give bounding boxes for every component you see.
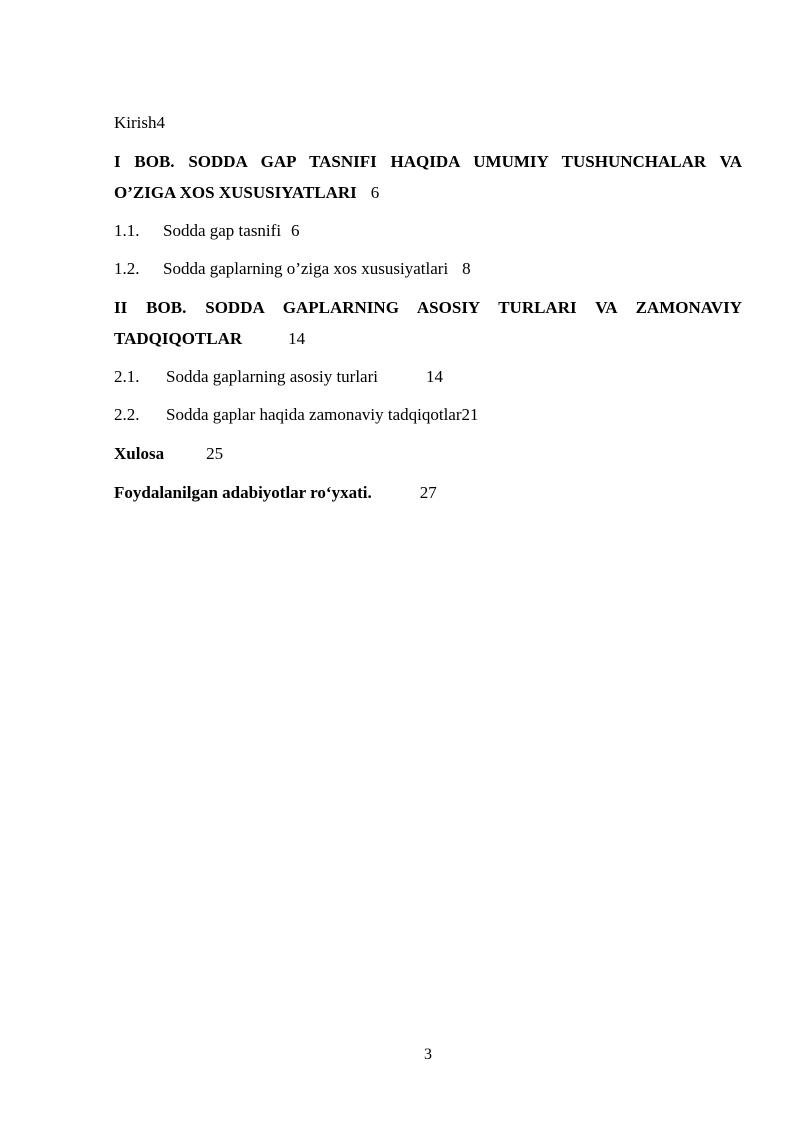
- toc-entry-section-1-1[interactable]: [114, 216, 742, 246]
- toc-entry-title: Sodda gaplarning o’ziga xos xususiyatlari: [163, 259, 449, 278]
- toc-chapter-title-line2: O’ZIGA XOS XUSUSIYATLARI: [114, 183, 357, 202]
- toc-entry-references[interactable]: [114, 477, 742, 508]
- toc-entry-page: 8: [462, 259, 471, 278]
- toc-entry-page: 25: [206, 444, 224, 463]
- toc-entry-section-2-2[interactable]: [114, 400, 742, 430]
- toc-entry-page: 6: [370, 183, 380, 202]
- toc-section-number: 1.2.: [114, 259, 140, 278]
- table-of-contents: [114, 108, 742, 516]
- toc-chapter-title-line1: II BOB. SODDA GAPLARNING ASOSIY TURLARI VA ZAMONAVIY: [114, 298, 742, 317]
- toc-chapter-title-line1: I BOB. SODDA GAP TASNIFI HAQIDA UMUMIY TUSHUNCHALAR VA: [114, 152, 742, 171]
- toc-entry-page: 21: [461, 405, 479, 424]
- toc-entry-title: Sodda gaplar haqida zamonaviy tadqiqotlar: [166, 405, 462, 424]
- toc-entry-page: 14: [426, 367, 443, 386]
- toc-entry-page: 14: [288, 329, 306, 348]
- toc-entry-title: Sodda gaplarning asosiy turlari: [166, 367, 378, 386]
- toc-entry-title: Foydalanilgan adabiyotlar ro‘yxati.: [114, 483, 372, 502]
- toc-entry-conclusion[interactable]: [114, 438, 742, 469]
- toc-section-number: 2.1.: [114, 367, 140, 386]
- toc-entry-page: 27: [419, 483, 437, 502]
- toc-entry-chapter-1[interactable]: [114, 146, 742, 208]
- toc-entry-page: 6: [291, 221, 300, 240]
- toc-section-number: 1.1.: [114, 221, 140, 240]
- toc-entry-chapter-2[interactable]: [114, 292, 742, 354]
- toc-entry-page: 4: [156, 113, 165, 132]
- toc-entry-title: Kirish: [114, 113, 157, 132]
- toc-entry-intro[interactable]: [114, 108, 742, 138]
- toc-entry-section-1-2[interactable]: [114, 254, 742, 284]
- toc-chapter-title-line2: TADQIQOTLAR: [114, 329, 243, 348]
- toc-entry-title: Xulosa: [114, 444, 165, 463]
- toc-entry-section-2-1[interactable]: [114, 362, 742, 392]
- toc-entry-title: Sodda gap tasnifi: [163, 221, 282, 240]
- toc-section-number: 2.2.: [114, 405, 140, 424]
- page-number: 3: [424, 1046, 432, 1063]
